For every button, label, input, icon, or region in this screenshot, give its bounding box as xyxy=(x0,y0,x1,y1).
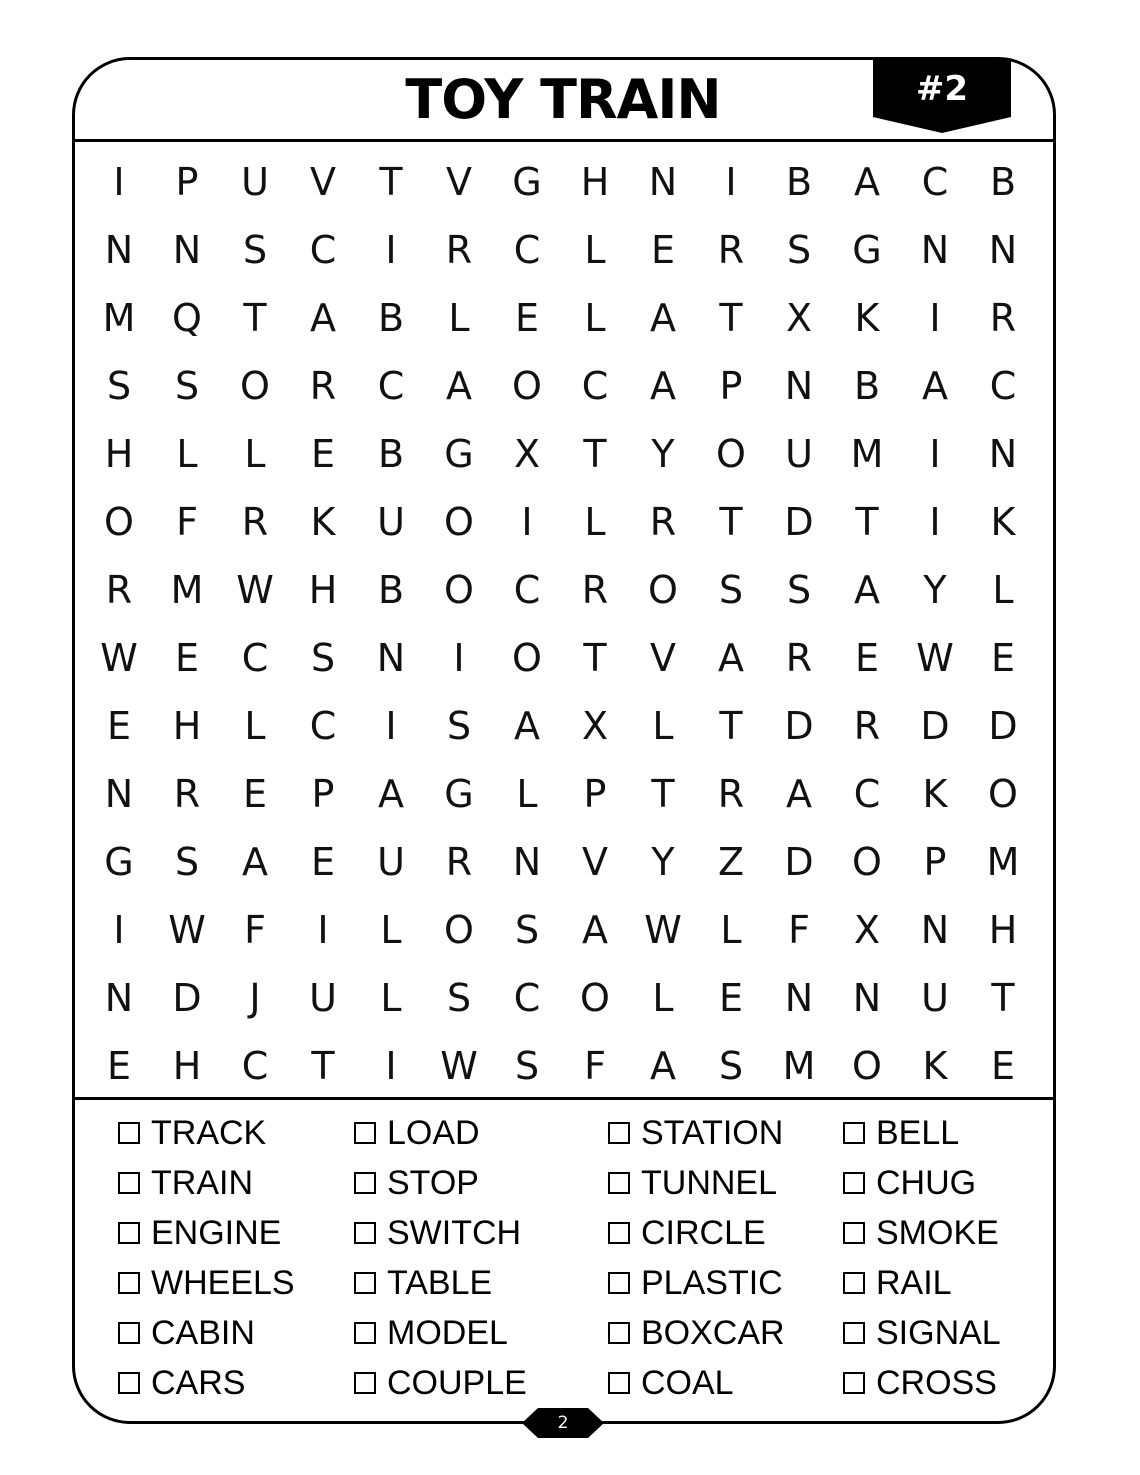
grid-letter[interactable]: S xyxy=(718,1044,744,1088)
grid-letter[interactable]: F xyxy=(244,908,266,952)
grid-letter[interactable]: I xyxy=(385,1044,397,1088)
grid-letter[interactable]: D xyxy=(172,976,202,1020)
grid-letter[interactable]: U xyxy=(377,500,405,544)
title-divider xyxy=(75,139,1053,142)
grid-letter[interactable]: V xyxy=(446,160,472,204)
word-checkbox[interactable] xyxy=(354,1372,376,1394)
grid-letter[interactable]: F xyxy=(788,908,810,952)
grid-letter[interactable]: N xyxy=(376,636,406,680)
word-item xyxy=(354,1108,608,1158)
word-label: COAL xyxy=(641,1363,734,1402)
grid-letter[interactable]: I xyxy=(929,432,941,476)
grid-letter[interactable]: N xyxy=(104,772,134,816)
grid-letter[interactable]: R xyxy=(309,364,337,408)
grid-letter[interactable]: B xyxy=(377,296,405,340)
grid-letter[interactable]: R xyxy=(649,500,677,544)
word-label: TRACK xyxy=(151,1113,267,1152)
grid-letter[interactable]: D xyxy=(920,704,950,748)
grid-letter[interactable]: L xyxy=(176,432,198,476)
word-item xyxy=(843,1108,1038,1158)
grid-letter[interactable]: R xyxy=(785,636,813,680)
word-item xyxy=(843,1308,1038,1358)
word-checkbox[interactable] xyxy=(354,1222,376,1244)
grid-letter[interactable]: L xyxy=(380,976,402,1020)
grid-letter[interactable]: O xyxy=(444,500,474,544)
grid-letter[interactable]: I xyxy=(317,908,329,952)
grid-letter[interactable]: A xyxy=(650,296,676,340)
grid-letter[interactable]: B xyxy=(989,160,1017,204)
grid-letter[interactable]: V xyxy=(582,840,608,884)
grid-letter[interactable]: S xyxy=(514,1044,540,1088)
grid-letter[interactable]: S xyxy=(174,364,200,408)
grid-letter[interactable]: A xyxy=(854,160,880,204)
grid-letter[interactable]: M xyxy=(782,1044,816,1088)
grid-letter[interactable]: A xyxy=(310,296,336,340)
word-item xyxy=(608,1208,843,1258)
grid-letter[interactable]: P xyxy=(583,772,607,816)
grid-letter[interactable]: E xyxy=(514,296,539,340)
word-checkbox[interactable] xyxy=(608,1272,630,1294)
grid-letter[interactable]: I xyxy=(113,160,125,204)
letter-grid xyxy=(85,148,1037,1100)
grid-letter[interactable]: A xyxy=(650,1044,676,1088)
grid-letter[interactable]: L xyxy=(652,704,674,748)
grid-letter[interactable]: L xyxy=(244,432,266,476)
word-checkbox[interactable] xyxy=(118,1372,140,1394)
grid-letter[interactable]: J xyxy=(249,976,261,1020)
word-checkbox[interactable] xyxy=(843,1272,865,1294)
word-checkbox[interactable] xyxy=(118,1272,140,1294)
grid-letter[interactable]: T xyxy=(719,704,743,748)
grid-letter[interactable]: W xyxy=(440,1044,478,1088)
grid-letter[interactable]: W xyxy=(644,908,682,952)
word-item xyxy=(118,1258,354,1308)
grid-letter[interactable]: U xyxy=(785,432,813,476)
word-checkbox[interactable] xyxy=(608,1222,630,1244)
grid-letter[interactable]: I xyxy=(929,500,941,544)
grid-letter[interactable]: G xyxy=(444,772,474,816)
grid-letter[interactable]: R xyxy=(105,568,133,612)
grid-letter[interactable]: I xyxy=(725,160,737,204)
grid-letter[interactable]: S xyxy=(174,840,200,884)
word-label: TRAIN xyxy=(151,1163,253,1202)
grid-letter[interactable]: C xyxy=(989,364,1017,408)
grid-letter[interactable]: O xyxy=(104,500,134,544)
word-checkbox[interactable] xyxy=(354,1322,376,1344)
word-item xyxy=(118,1358,354,1408)
word-label: CABIN xyxy=(151,1313,255,1352)
grid-letter[interactable]: C xyxy=(921,160,949,204)
word-checkbox[interactable] xyxy=(843,1372,865,1394)
grid-letter[interactable]: W xyxy=(236,568,274,612)
grid-letter[interactable]: Y xyxy=(651,840,675,884)
grid-letter[interactable]: T xyxy=(719,500,743,544)
grid-letter[interactable]: X xyxy=(513,432,541,476)
word-checkbox[interactable] xyxy=(843,1172,865,1194)
page-number-tab xyxy=(522,1406,604,1440)
grid-letter[interactable]: P xyxy=(311,772,335,816)
grid-letter[interactable]: A xyxy=(854,568,880,612)
grid-letter[interactable]: S xyxy=(718,568,744,612)
grid-letter[interactable]: L xyxy=(720,908,742,952)
word-item xyxy=(354,1308,608,1358)
grid-letter[interactable]: R xyxy=(445,228,473,272)
grid-letter[interactable]: C xyxy=(513,228,541,272)
grid-letter[interactable]: A xyxy=(718,636,744,680)
grid-letter[interactable]: E xyxy=(106,704,131,748)
grid-letter[interactable]: I xyxy=(113,908,125,952)
grid-letter[interactable]: R xyxy=(173,772,201,816)
puzzle-number-badge xyxy=(873,59,1011,133)
grid-letter[interactable]: C xyxy=(513,568,541,612)
grid-letter[interactable]: N xyxy=(784,976,814,1020)
grid-letter[interactable]: E xyxy=(650,228,675,272)
grid-letter[interactable]: D xyxy=(988,704,1018,748)
grid-letter[interactable]: L xyxy=(992,568,1014,612)
grid-letter[interactable]: T xyxy=(583,432,607,476)
grid-letter[interactable]: V xyxy=(650,636,676,680)
word-checkbox[interactable] xyxy=(118,1322,140,1344)
grid-letter[interactable]: E xyxy=(718,976,743,1020)
grid-letter[interactable]: U xyxy=(921,976,949,1020)
grid-letter[interactable]: I xyxy=(385,704,397,748)
word-item xyxy=(118,1108,354,1158)
grid-letter[interactable]: F xyxy=(584,1044,606,1088)
grid-letter[interactable]: N xyxy=(988,228,1018,272)
word-checkbox[interactable] xyxy=(843,1222,865,1244)
word-item xyxy=(354,1208,608,1258)
grid-letter[interactable]: N xyxy=(512,840,542,884)
word-item xyxy=(118,1308,354,1358)
grid-letter[interactable]: O xyxy=(512,364,542,408)
word-label: SWITCH xyxy=(387,1213,522,1252)
word-label: TUNNEL xyxy=(641,1163,778,1202)
word-label: STOP xyxy=(387,1163,479,1202)
word-checkbox[interactable] xyxy=(354,1272,376,1294)
grid-letter[interactable]: K xyxy=(310,500,336,544)
grid-letter[interactable]: E xyxy=(310,840,335,884)
word-item xyxy=(354,1158,608,1208)
word-label: CARS xyxy=(151,1363,246,1402)
grid-letter[interactable]: Q xyxy=(172,296,202,340)
grid-letter[interactable]: M xyxy=(986,840,1020,884)
word-item xyxy=(608,1258,843,1308)
grid-letter[interactable]: T xyxy=(651,772,675,816)
grid-letter[interactable]: M xyxy=(850,432,884,476)
grid-letter[interactable]: U xyxy=(241,160,269,204)
word-checkbox[interactable] xyxy=(118,1172,140,1194)
grid-letter[interactable]: E xyxy=(242,772,267,816)
grid-letter[interactable]: P xyxy=(175,160,199,204)
grid-letter[interactable]: A xyxy=(922,364,948,408)
grid-letter[interactable]: N xyxy=(988,432,1018,476)
grid-letter[interactable]: O xyxy=(852,1044,882,1088)
word-item xyxy=(843,1208,1038,1258)
grid-letter[interactable]: H xyxy=(172,704,202,748)
word-item xyxy=(354,1258,608,1308)
word-label: CIRCLE xyxy=(641,1213,766,1252)
grid-letter[interactable]: R xyxy=(581,568,609,612)
grid-letter[interactable]: E xyxy=(990,1044,1015,1088)
grid-letter[interactable]: N xyxy=(172,228,202,272)
grid-letter[interactable]: N xyxy=(104,228,134,272)
grid-letter[interactable]: A xyxy=(378,772,404,816)
word-item xyxy=(354,1358,608,1408)
grid-letter[interactable]: O xyxy=(240,364,270,408)
grid-letter[interactable]: R xyxy=(717,228,745,272)
grid-letter[interactable]: C xyxy=(581,364,609,408)
grid-letter[interactable]: K xyxy=(990,500,1016,544)
grid-letter[interactable]: O xyxy=(716,432,746,476)
grid-letter[interactable]: S xyxy=(242,228,268,272)
word-checkbox[interactable] xyxy=(608,1172,630,1194)
word-checkbox[interactable] xyxy=(354,1122,376,1144)
grid-letter[interactable]: T xyxy=(311,1044,335,1088)
grid-letter[interactable]: A xyxy=(514,704,540,748)
grid-letter[interactable]: C xyxy=(309,704,337,748)
grid-letter[interactable]: O xyxy=(988,772,1018,816)
grid-letter[interactable]: L xyxy=(584,296,606,340)
grid-letter[interactable]: L xyxy=(584,500,606,544)
grid-letter[interactable]: K xyxy=(922,1044,948,1088)
grid-letter[interactable]: A xyxy=(242,840,268,884)
grid-letter[interactable]: E xyxy=(990,636,1015,680)
word-checkbox[interactable] xyxy=(843,1122,865,1144)
grid-letter[interactable]: R xyxy=(989,296,1017,340)
grid-letter[interactable]: O xyxy=(444,908,474,952)
grid-letter[interactable]: O xyxy=(444,568,474,612)
grid-letter[interactable]: Z xyxy=(717,840,745,884)
grid-letter[interactable]: L xyxy=(244,704,266,748)
word-label: TABLE xyxy=(387,1263,493,1302)
grid-letter[interactable]: O xyxy=(648,568,678,612)
grid-letter[interactable]: L xyxy=(380,908,402,952)
grid-letter[interactable]: D xyxy=(784,500,814,544)
grid-letter[interactable]: S xyxy=(106,364,132,408)
grid-letter[interactable]: I xyxy=(929,296,941,340)
grid-letter[interactable]: W xyxy=(100,636,138,680)
word-label: ENGINE xyxy=(151,1213,282,1252)
grid-letter[interactable]: S xyxy=(514,908,540,952)
grid-letter[interactable]: A xyxy=(446,364,472,408)
grid-letter[interactable]: N xyxy=(852,976,882,1020)
word-checkbox[interactable] xyxy=(843,1322,865,1344)
word-list-divider xyxy=(75,1097,1053,1100)
grid-letter[interactable]: C xyxy=(241,1044,269,1088)
grid-letter[interactable]: L xyxy=(652,976,674,1020)
grid-letter[interactable]: P xyxy=(719,364,743,408)
grid-letter[interactable]: C xyxy=(853,772,881,816)
word-label: CHUG xyxy=(876,1163,977,1202)
grid-letter[interactable]: S xyxy=(446,704,472,748)
grid-letter[interactable]: G xyxy=(852,228,882,272)
grid-letter[interactable]: U xyxy=(309,976,337,1020)
grid-letter[interactable]: T xyxy=(855,500,879,544)
grid-letter[interactable]: B xyxy=(785,160,813,204)
grid-letter[interactable]: Y xyxy=(923,568,947,612)
word-label: SMOKE xyxy=(876,1213,999,1252)
grid-letter[interactable]: R xyxy=(853,704,881,748)
grid-letter[interactable]: E xyxy=(174,636,199,680)
word-item xyxy=(608,1358,843,1408)
grid-letter[interactable]: C xyxy=(241,636,269,680)
word-list xyxy=(118,1108,1038,1408)
grid-letter[interactable]: I xyxy=(453,636,465,680)
word-label: SIGNAL xyxy=(876,1313,1001,1352)
word-item xyxy=(118,1208,354,1258)
grid-letter[interactable]: B xyxy=(377,568,405,612)
grid-letter[interactable]: S xyxy=(446,976,472,1020)
grid-letter[interactable]: S xyxy=(310,636,336,680)
grid-letter[interactable]: C xyxy=(513,976,541,1020)
grid-letter[interactable]: T xyxy=(719,296,743,340)
word-label: LOAD xyxy=(387,1113,480,1152)
word-checkbox[interactable] xyxy=(608,1322,630,1344)
word-item xyxy=(608,1308,843,1358)
word-item xyxy=(608,1158,843,1208)
word-label: PLASTIC xyxy=(641,1263,783,1302)
grid-letter[interactable]: H xyxy=(104,432,134,476)
word-checkbox[interactable] xyxy=(608,1372,630,1394)
grid-letter[interactable]: N xyxy=(104,976,134,1020)
word-item xyxy=(118,1158,354,1208)
word-checkbox[interactable] xyxy=(608,1122,630,1144)
word-checkbox[interactable] xyxy=(354,1172,376,1194)
grid-letter[interactable]: G xyxy=(104,840,134,884)
grid-letter[interactable]: E xyxy=(310,432,335,476)
grid-letter[interactable]: M xyxy=(170,568,204,612)
word-checkbox[interactable] xyxy=(118,1122,140,1144)
grid-letter[interactable]: A xyxy=(582,908,608,952)
grid-letter[interactable]: O xyxy=(852,840,882,884)
word-checkbox[interactable] xyxy=(118,1222,140,1244)
word-label: MODEL xyxy=(387,1313,508,1352)
grid-letter[interactable]: T xyxy=(379,160,403,204)
word-label: WHEELS xyxy=(151,1263,295,1302)
grid-letter[interactable]: R xyxy=(241,500,269,544)
word-item xyxy=(843,1158,1038,1208)
grid-letter[interactable]: E xyxy=(106,1044,131,1088)
grid-letter[interactable]: W xyxy=(168,908,206,952)
grid-letter[interactable]: X xyxy=(581,704,609,748)
grid-letter[interactable]: T xyxy=(991,976,1015,1020)
grid-letter[interactable]: U xyxy=(377,840,405,884)
grid-letter[interactable]: R xyxy=(445,840,473,884)
grid-letter[interactable]: H xyxy=(580,160,610,204)
grid-letter[interactable]: L xyxy=(516,772,538,816)
grid-letter[interactable]: L xyxy=(448,296,470,340)
grid-letter[interactable]: I xyxy=(521,500,533,544)
grid-letter[interactable]: H xyxy=(308,568,338,612)
word-label: STATION xyxy=(641,1113,784,1152)
grid-letter[interactable]: S xyxy=(786,568,812,612)
grid-letter[interactable]: X xyxy=(785,296,813,340)
grid-letter[interactable]: A xyxy=(786,772,812,816)
grid-letter[interactable]: O xyxy=(512,636,542,680)
grid-letter[interactable]: H xyxy=(172,1044,202,1088)
grid-letter[interactable]: A xyxy=(650,364,676,408)
grid-letter[interactable]: Y xyxy=(651,432,675,476)
grid-letter[interactable]: V xyxy=(310,160,336,204)
grid-letter[interactable]: N xyxy=(920,908,950,952)
grid-letter[interactable]: S xyxy=(786,228,812,272)
word-label: BOXCAR xyxy=(641,1313,785,1352)
grid-letter[interactable]: H xyxy=(988,908,1018,952)
word-item xyxy=(843,1358,1038,1408)
word-item xyxy=(608,1108,843,1158)
grid-letter[interactable]: F xyxy=(176,500,198,544)
grid-letter[interactable]: N xyxy=(784,364,814,408)
grid-letter[interactable]: I xyxy=(385,228,397,272)
word-label: BELL xyxy=(876,1113,960,1152)
word-item xyxy=(843,1258,1038,1308)
word-label: RAIL xyxy=(876,1263,952,1302)
grid-letter[interactable]: B xyxy=(853,364,881,408)
grid-letter[interactable]: G xyxy=(444,432,474,476)
puzzle-number: #2 xyxy=(915,69,969,109)
page-number: 2 xyxy=(557,1413,569,1433)
grid-letter[interactable]: N xyxy=(920,228,950,272)
word-label: CROSS xyxy=(876,1363,997,1402)
grid-letter[interactable]: R xyxy=(717,772,745,816)
grid-letter[interactable]: T xyxy=(243,296,267,340)
grid-letter[interactable]: E xyxy=(854,636,879,680)
grid-letter[interactable]: O xyxy=(580,976,610,1020)
grid-letter[interactable]: T xyxy=(583,636,607,680)
puzzle-title: TOY TRAIN xyxy=(405,68,721,131)
grid-letter[interactable]: G xyxy=(512,160,542,204)
word-label: COUPLE xyxy=(387,1363,527,1402)
grid-letter[interactable]: X xyxy=(853,908,881,952)
grid-letter[interactable]: W xyxy=(916,636,954,680)
grid-letter[interactable]: M xyxy=(102,296,136,340)
grid-letter[interactable]: C xyxy=(309,228,337,272)
grid-letter[interactable]: K xyxy=(854,296,880,340)
grid-letter[interactable]: L xyxy=(584,228,606,272)
grid-letter[interactable]: B xyxy=(377,432,405,476)
grid-letter[interactable]: D xyxy=(784,704,814,748)
grid-letter[interactable]: K xyxy=(922,772,948,816)
grid-letter[interactable]: D xyxy=(784,840,814,884)
grid-letter[interactable]: N xyxy=(648,160,678,204)
grid-letter[interactable]: P xyxy=(923,840,947,884)
grid-letter[interactable]: C xyxy=(377,364,405,408)
